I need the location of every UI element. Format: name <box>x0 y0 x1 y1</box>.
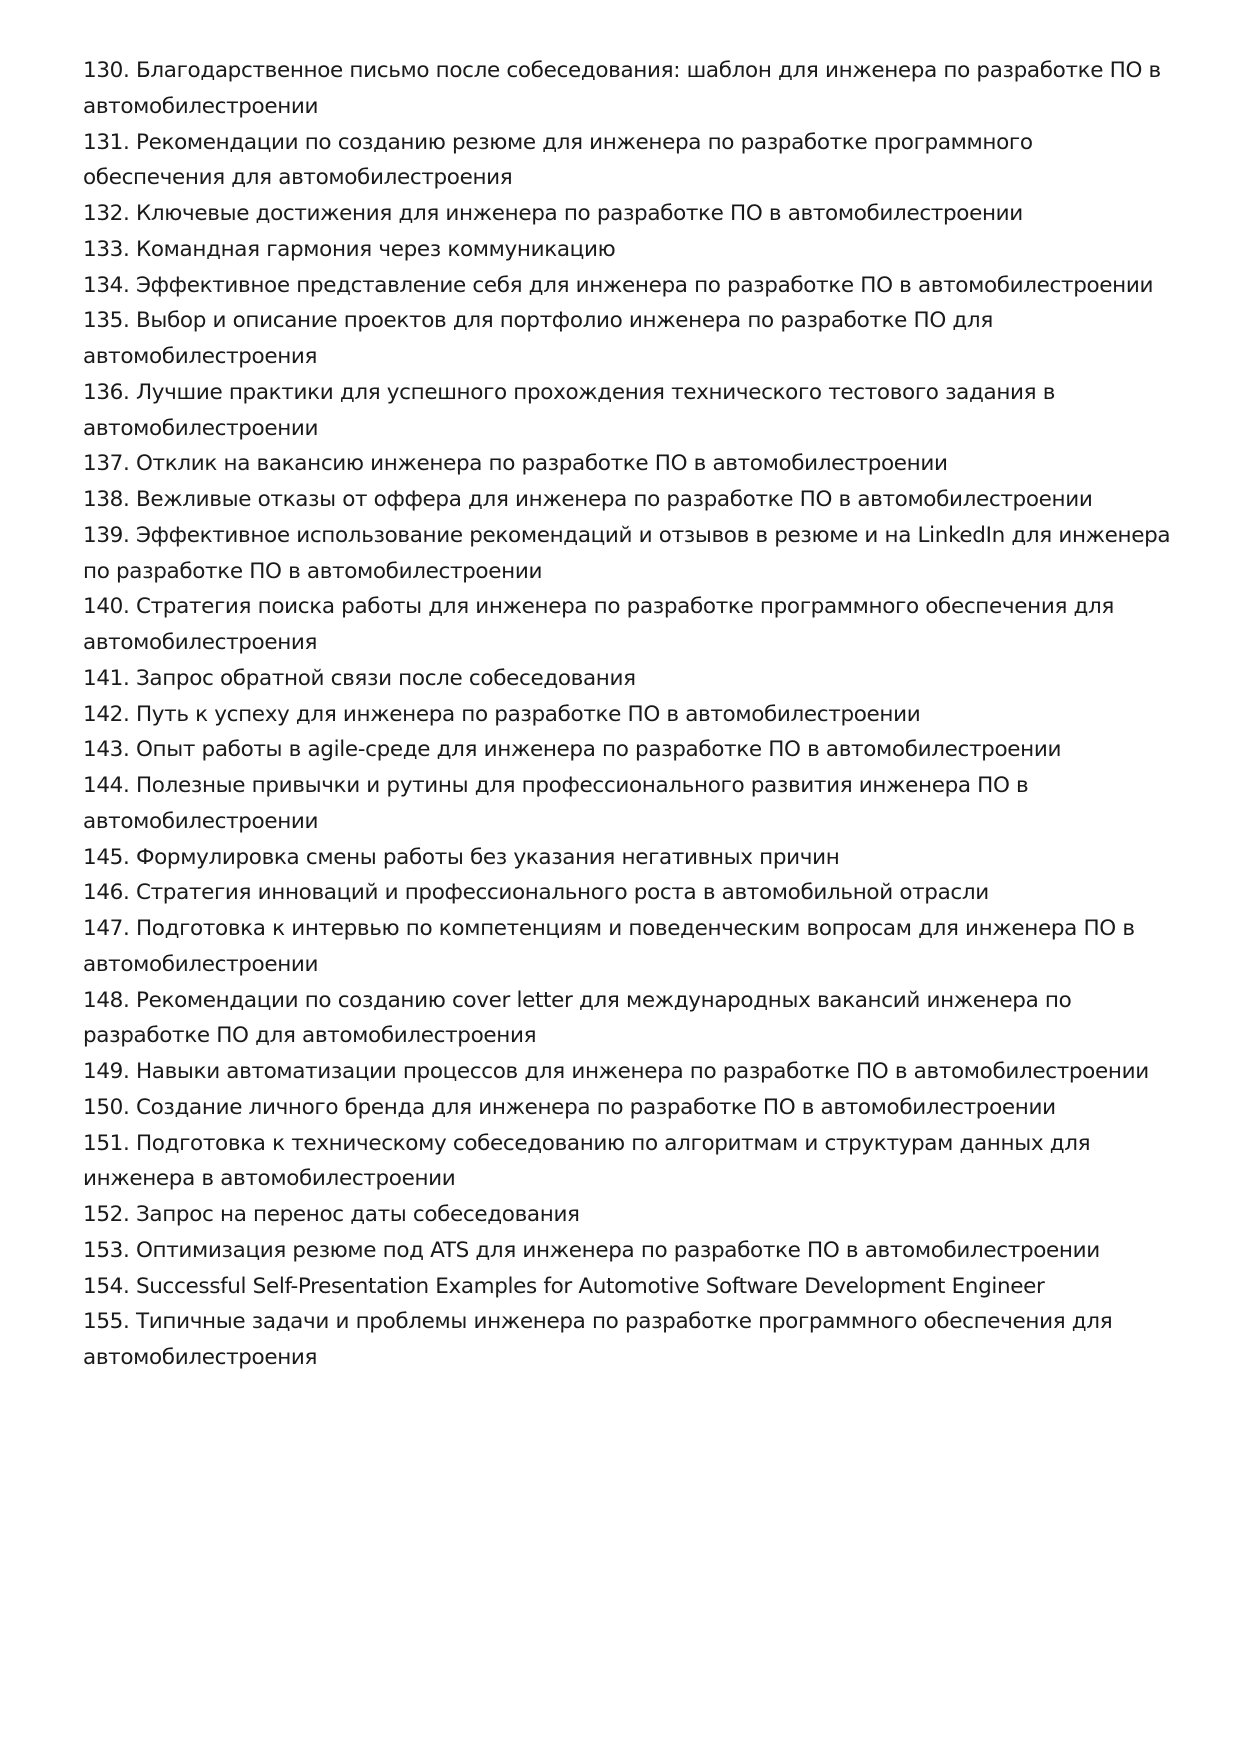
item-text: Навыки автоматизации процессов для инженера по разработке ПО в автомобилестроении <box>135 1059 1149 1084</box>
item-number: 154. <box>83 1273 130 1299</box>
item-number: 147. <box>83 916 130 941</box>
item-text: Рекомендации по созданию резюме для инженера по разработке программного обеспечения для автомобилестроения <box>83 129 1033 191</box>
item-number: 151. <box>83 1130 130 1156</box>
item-number: 146. <box>83 880 130 906</box>
item-number: 152. <box>83 1202 130 1227</box>
item-number: 145. <box>83 844 130 870</box>
list-item <box>83 661 1173 697</box>
document-page <box>83 53 1173 1376</box>
item-text: Создание личного бренда для инженера по разработке ПО в автомобилестроении <box>135 1094 1056 1120</box>
item-text: Стратегия поиска работы для инженера по разработке программного обеспечения для автомобилестроения <box>83 594 1115 655</box>
list-item <box>83 1304 1173 1376</box>
item-number: 133. <box>83 236 130 262</box>
item-text: Successful Self-Presentation Examples for Automotive Software Development Engineer <box>135 1273 1045 1299</box>
list-item <box>83 375 1173 447</box>
list-item <box>83 768 1173 840</box>
list-item <box>83 1233 1173 1269</box>
list-item <box>83 232 1173 268</box>
item-text: Отклик на вакансию инженера по разработке ПО в автомобилестроении <box>135 451 948 477</box>
item-text: Подготовка к интервью по компетенциям и поведенческим вопросам для инженера ПО в автомобилестроении <box>83 916 1135 977</box>
item-text: Лучшие практики для успешного прохождения технического тестового задания в автомобилестроении <box>83 379 1056 441</box>
list-item <box>83 840 1173 876</box>
item-number: 140. <box>83 594 130 620</box>
item-text: Стратегия инноваций и профессионального роста в автомобильной отрасли <box>135 880 989 906</box>
item-number: 131. <box>83 129 130 155</box>
item-text: Формулировка смены работы без указания негативных причин <box>135 844 840 870</box>
item-text: Типичные задачи и проблемы инженера по разработке программного обеспечения для автомобилестроения <box>83 1309 1113 1370</box>
item-text: Вежливые отказы от оффера для инженера по разработке ПО в автомобилестроении <box>135 487 1093 512</box>
list-item <box>83 125 1173 197</box>
item-number: 130. <box>83 58 130 83</box>
item-number: 136. <box>83 379 130 405</box>
list-item <box>83 268 1173 304</box>
item-text: Подготовка к техническому собеседованию по алгоритмам и структурам данных для инженера в автомобилестроении <box>83 1130 1091 1192</box>
item-text: Полезные привычки и рутины для профессионального развития инженера ПО в автомобилестроении <box>83 773 1029 834</box>
list-item <box>83 983 1173 1055</box>
item-text: Командная гармония через коммуникацию <box>135 236 616 262</box>
item-number: 137. <box>83 451 130 477</box>
item-text: Запрос на перенос даты собеседования <box>135 1202 580 1227</box>
item-number: 150. <box>83 1094 130 1120</box>
item-number: 149. <box>83 1059 130 1084</box>
item-number: 132. <box>83 201 130 226</box>
item-number: 142. <box>83 701 130 727</box>
item-text: Эффективное представление себя для инженера по разработке ПО в автомобилестроении <box>135 272 1154 298</box>
item-text: Путь к успеху для инженера по разработке ПО в автомобилестроении <box>135 701 921 727</box>
item-number: 143. <box>83 737 130 763</box>
item-text: Оптимизация резюме под ATS для инженера по разработке ПО в автомобилестроении <box>135 1237 1100 1263</box>
item-number: 139. <box>83 522 130 548</box>
item-text: Выбор и описание проектов для портфолио инженера по разработке ПО для автомобилестроения <box>83 308 993 369</box>
list-item <box>83 482 1173 518</box>
list-item <box>83 518 1173 590</box>
list-item <box>83 911 1173 983</box>
item-number: 148. <box>83 987 130 1013</box>
item-number: 141. <box>83 665 130 691</box>
item-text: Благодарственное письмо после собеседования: шаблон для инженера по разработке ПО в автомобилестроении <box>83 58 1161 119</box>
item-number: 135. <box>83 308 130 334</box>
item-number: 153. <box>83 1237 130 1263</box>
list-item <box>83 53 1173 125</box>
list-item <box>83 697 1173 733</box>
item-text: Запрос обратной связи после собеседования <box>135 665 636 691</box>
list-item <box>83 1054 1173 1090</box>
list-item <box>83 732 1173 768</box>
list-item <box>83 1197 1173 1233</box>
item-text: Опыт работы в agile-среде для инженера по разработке ПО в автомобилестроении <box>135 737 1062 763</box>
item-number: 138. <box>83 487 130 512</box>
list-item <box>83 1090 1173 1126</box>
item-number: 134. <box>83 272 130 298</box>
list-item <box>83 196 1173 232</box>
list-item <box>83 1126 1173 1198</box>
list-item <box>83 446 1173 482</box>
list-item <box>83 1269 1173 1305</box>
list-item <box>83 589 1173 661</box>
list-item <box>83 875 1173 911</box>
item-text: Рекомендации по созданию cover letter для международных вакансий инженера по разработке ПО для автомобилестроения <box>83 987 1072 1049</box>
item-number: 144. <box>83 773 130 798</box>
item-number: 155. <box>83 1309 130 1335</box>
item-text: Ключевые достижения для инженера по разработке ПО в автомобилестроении <box>135 201 1023 226</box>
item-text: Эффективное использование рекомендаций и отзывов в резюме и на LinkedIn для инженера по разработке ПО в автомобилестроении <box>83 522 1171 584</box>
list-item <box>83 303 1173 375</box>
